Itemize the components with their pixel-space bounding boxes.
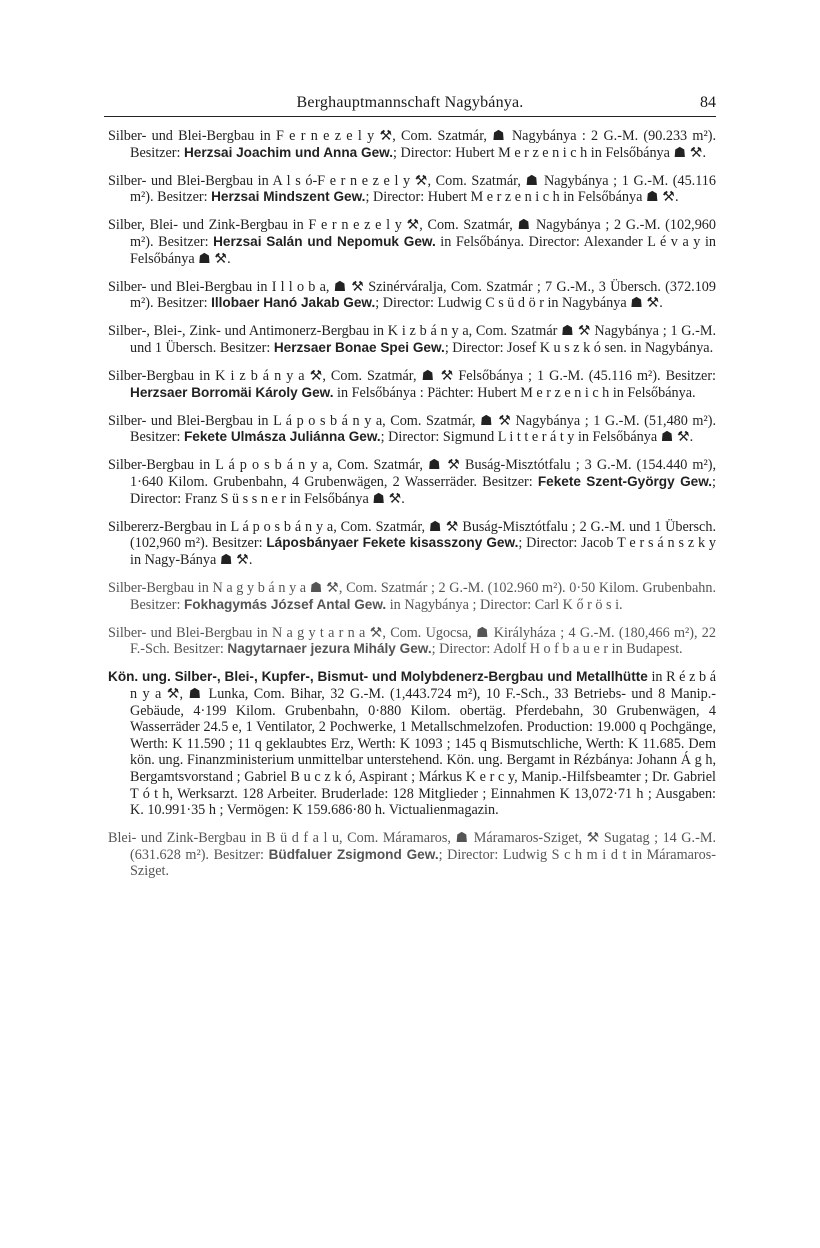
entry-text: Silber- und Blei-Bergbau in N a g y t a r n a ⚒, Com. Ugocsa, ☗ Királyháza ; 4 G.-M. (180,466 m²), 22 F.-Sch. Besitzer:: [108, 624, 716, 658]
running-header: [104, 92, 716, 117]
list-item: [108, 173, 716, 206]
entry-text: ; Director: Sigmund L i t t e r á t y in Felsőbánya ☗ ⚒.: [380, 429, 694, 446]
entry-text: Silber, Blei- und Zink-Bergbau in F e r n e z e l y ⚒, Com. Szatmár, ☗ Nagybánya ; 2 G.-M. (102,960 m²). Besitzer:: [108, 217, 716, 250]
owner-name: Herzsaer Borromäi Károly Gew.: [130, 384, 334, 400]
list-item: [108, 368, 716, 401]
owner-name: Fekete Ulmásza Juliánna Gew.: [183, 429, 381, 445]
entry-text: ; Director: Hubert M e r z e n i c h in Felsőbánya ☗ ⚒.: [365, 189, 679, 206]
entry-text: Silber-Bergbau in L á p o s b á n y a, Com. Szatmár, ☗ ⚒ Buság-Misztótfalu ; 3 G.-M. (154.440 m²), 1·640 Kilom. Grubenbahn, 4 Grubenwägen, 2 Wasserräder. Besitzer:: [108, 457, 716, 490]
owner-name: Herzsai Salán und Nepomuk Gew.: [213, 233, 436, 249]
header-title: Berghauptmannschaft Nagybánya.: [296, 94, 524, 111]
section-heading: Kön. ung. Silber-, Blei-, Kupfer-, Bismut- und Molybdenerz-Bergbau und Metallhütte: [108, 669, 648, 685]
entry-text: Silbererz-Bergbau in L á p o s b á n y a, Com. Szatmár, ☗ ⚒ Buság-Misztótfalu ; 2 G.-M. und 1 Übersch. (102,960 m²). Besitzer:: [108, 518, 716, 552]
entry-text: Silber- und Blei-Bergbau in F e r n e z e l y ⚒, Com. Szatmár, ☗ Nagybánya : 2 G.-M. (90.233 m²). Besitzer:: [108, 128, 716, 161]
entry-text: in Felsőbánya : Pächter: Hubert M e r z e n i c h in Felsőbánya.: [333, 384, 696, 401]
entry-text: ; Director: Adolf H o f b a u e r in Budapest.: [431, 641, 683, 658]
entry-text: ; Director: Josef K u s z k ó sen. in Nagybánya.: [444, 339, 714, 356]
entry-text: Silber-, Blei-, Zink- und Antimonerz-Bergbau in K i z b á n y a, Com. Szatmár ☗ ⚒ Nagybánya ; 1 G.-M. und 1 Übersch. Besitzer:: [108, 323, 716, 356]
entry-text: in Nagybánya ; Director: Carl K ő r ö s i.: [386, 596, 623, 613]
entry-text: in Felsőbánya. Director: Alexander L é v a y in Felsőbánya ☗ ⚒.: [130, 233, 716, 267]
entry-text: Silber- und Blei-Bergbau in A l s ó-F e r n e z e l y ⚒, Com. Szatmár, ☗ Nagybánya ; 1 G.-M. (45.116 m²). Besitzer:: [108, 172, 716, 206]
entry-text: Silber- und Blei-Bergbau in L á p o s b á n y a, Com. Szatmár, ☗ ⚒ Nagybánya ; 1 G.-M. (51,480 m²). Besitzer:: [108, 412, 716, 446]
entry-text: ; Director: Hubert M e r z e n i c h in Felsőbánya ☗ ⚒.: [392, 144, 707, 161]
owner-name: Herzsai Joachim und Anna Gew.: [183, 144, 393, 160]
list-item: [108, 625, 716, 658]
entry-list: [108, 128, 716, 891]
list-item: [108, 457, 716, 507]
entry-text: ; Director: Jacob T e r s á n s z k y in Nagy-Bánya ☗ ⚒.: [130, 535, 717, 568]
owner-name: Nagytarnaer jezura Mihály Gew.: [227, 641, 432, 657]
entry-text: ; Director: Ludwig C s ü d ö r in Nagybánya ☗ ⚒.: [375, 295, 663, 312]
owner-name: Fekete Szent-György Gew.: [537, 474, 713, 489]
list-item: [108, 519, 716, 569]
owner-name: Láposbányaer Fekete kisasszony Gew.: [266, 535, 519, 551]
owner-name: Fokhagymás József Antal Gew.: [183, 596, 387, 612]
list-item: [108, 830, 716, 880]
list-item: [108, 669, 716, 818]
entry-text: Silber- und Blei-Bergbau in I l l o b a, ☗ ⚒ Szinérváralja, Com. Szatmár ; 7 G.-M., 3 Übersch. (372.109 m²). Besitzer:: [108, 278, 716, 312]
entry-text: ; Director: Ludwig S c h m i d t in Máramaros-Sziget.: [130, 846, 716, 880]
list-item: [108, 217, 716, 267]
list-item: [108, 279, 716, 312]
entry-text: ; Director: Franz S ü s s n e r in Felsőbánya ☗ ⚒.: [130, 474, 716, 507]
entry-text: Blei- und Zink-Bergbau in B ü d f a l u, Com. Máramaros, ☗ Máramaros-Sziget, ⚒ Sugatag ; 14 G.-M. (631.628 m²). Besitzer:: [108, 830, 716, 863]
list-item: [108, 323, 716, 356]
entry-text: Silber-Bergbau in N a g y b á n y a ☗ ⚒, Com. Szatmár ; 2 G.-M. (102.960 m²). 0·50 Kilom. Grubenbahn. Besitzer:: [108, 579, 716, 613]
list-item: [108, 413, 716, 446]
list-item: [108, 128, 716, 161]
owner-name: Büdfaluer Zsigmond Gew.: [268, 846, 439, 862]
owner-name: Illobaer Hanó Jakab Gew.: [211, 295, 376, 311]
owner-name: Herzsaer Bonae Spei Gew.: [273, 339, 445, 355]
entry-text: in R é z b á n y a ⚒, ☗ Lunka, Com. Bihar, 32 G.-M. (1,443.724 m²), 10 F.-Sch., 33 Betriebs- und 8 Manip.-Gebäude, 4·199 Kilom. Grubenbahn, 0·880 Kilom. obertäg. Pferdebahn, 30 Grubenwägen, 4 Wasserräder 24.5 e, 1 Ventilator, 2 Pochwerke, 1 Metallschmelzofen. Production: 19.000 q Pochgänge, Werth: K 11.590 ; 11 q geklaubtes Erz, Werth: K 1093 ; 145 q Bismutschliche, Werth: K 11.685. Dem kön. ung. Finanzministerium unmittelbar unterstehend. Kön. ung. Bergamt in Rézbánya: Johann Á g h, Bergamtsvorstand ; Gabriel B u c z k ó, Aspirant ; Márkus K e r c y, Manip.-Hilfsbeamter ; Dr. Gabriel T ó t h, Werksarzt. 128 Arbeiter. Bruderlade: 128 Mitglieder ; Einnahmen K 13,072·71 h ; Ausgaben: K. 10.991·35 h ; Vermögen: K 159.686·80 h. Victualienmagazin.: [130, 669, 716, 819]
page-number: 84: [700, 94, 716, 111]
entry-text: Silber-Bergbau in K i z b á n y a ⚒, Com. Szatmár, ☗ ⚒ Felsőbánya ; 1 G.-M. (45.116 m²). Besitzer:: [108, 368, 716, 385]
owner-name: Herzsai Mindszent Gew.: [211, 189, 366, 205]
list-item: [108, 580, 716, 613]
